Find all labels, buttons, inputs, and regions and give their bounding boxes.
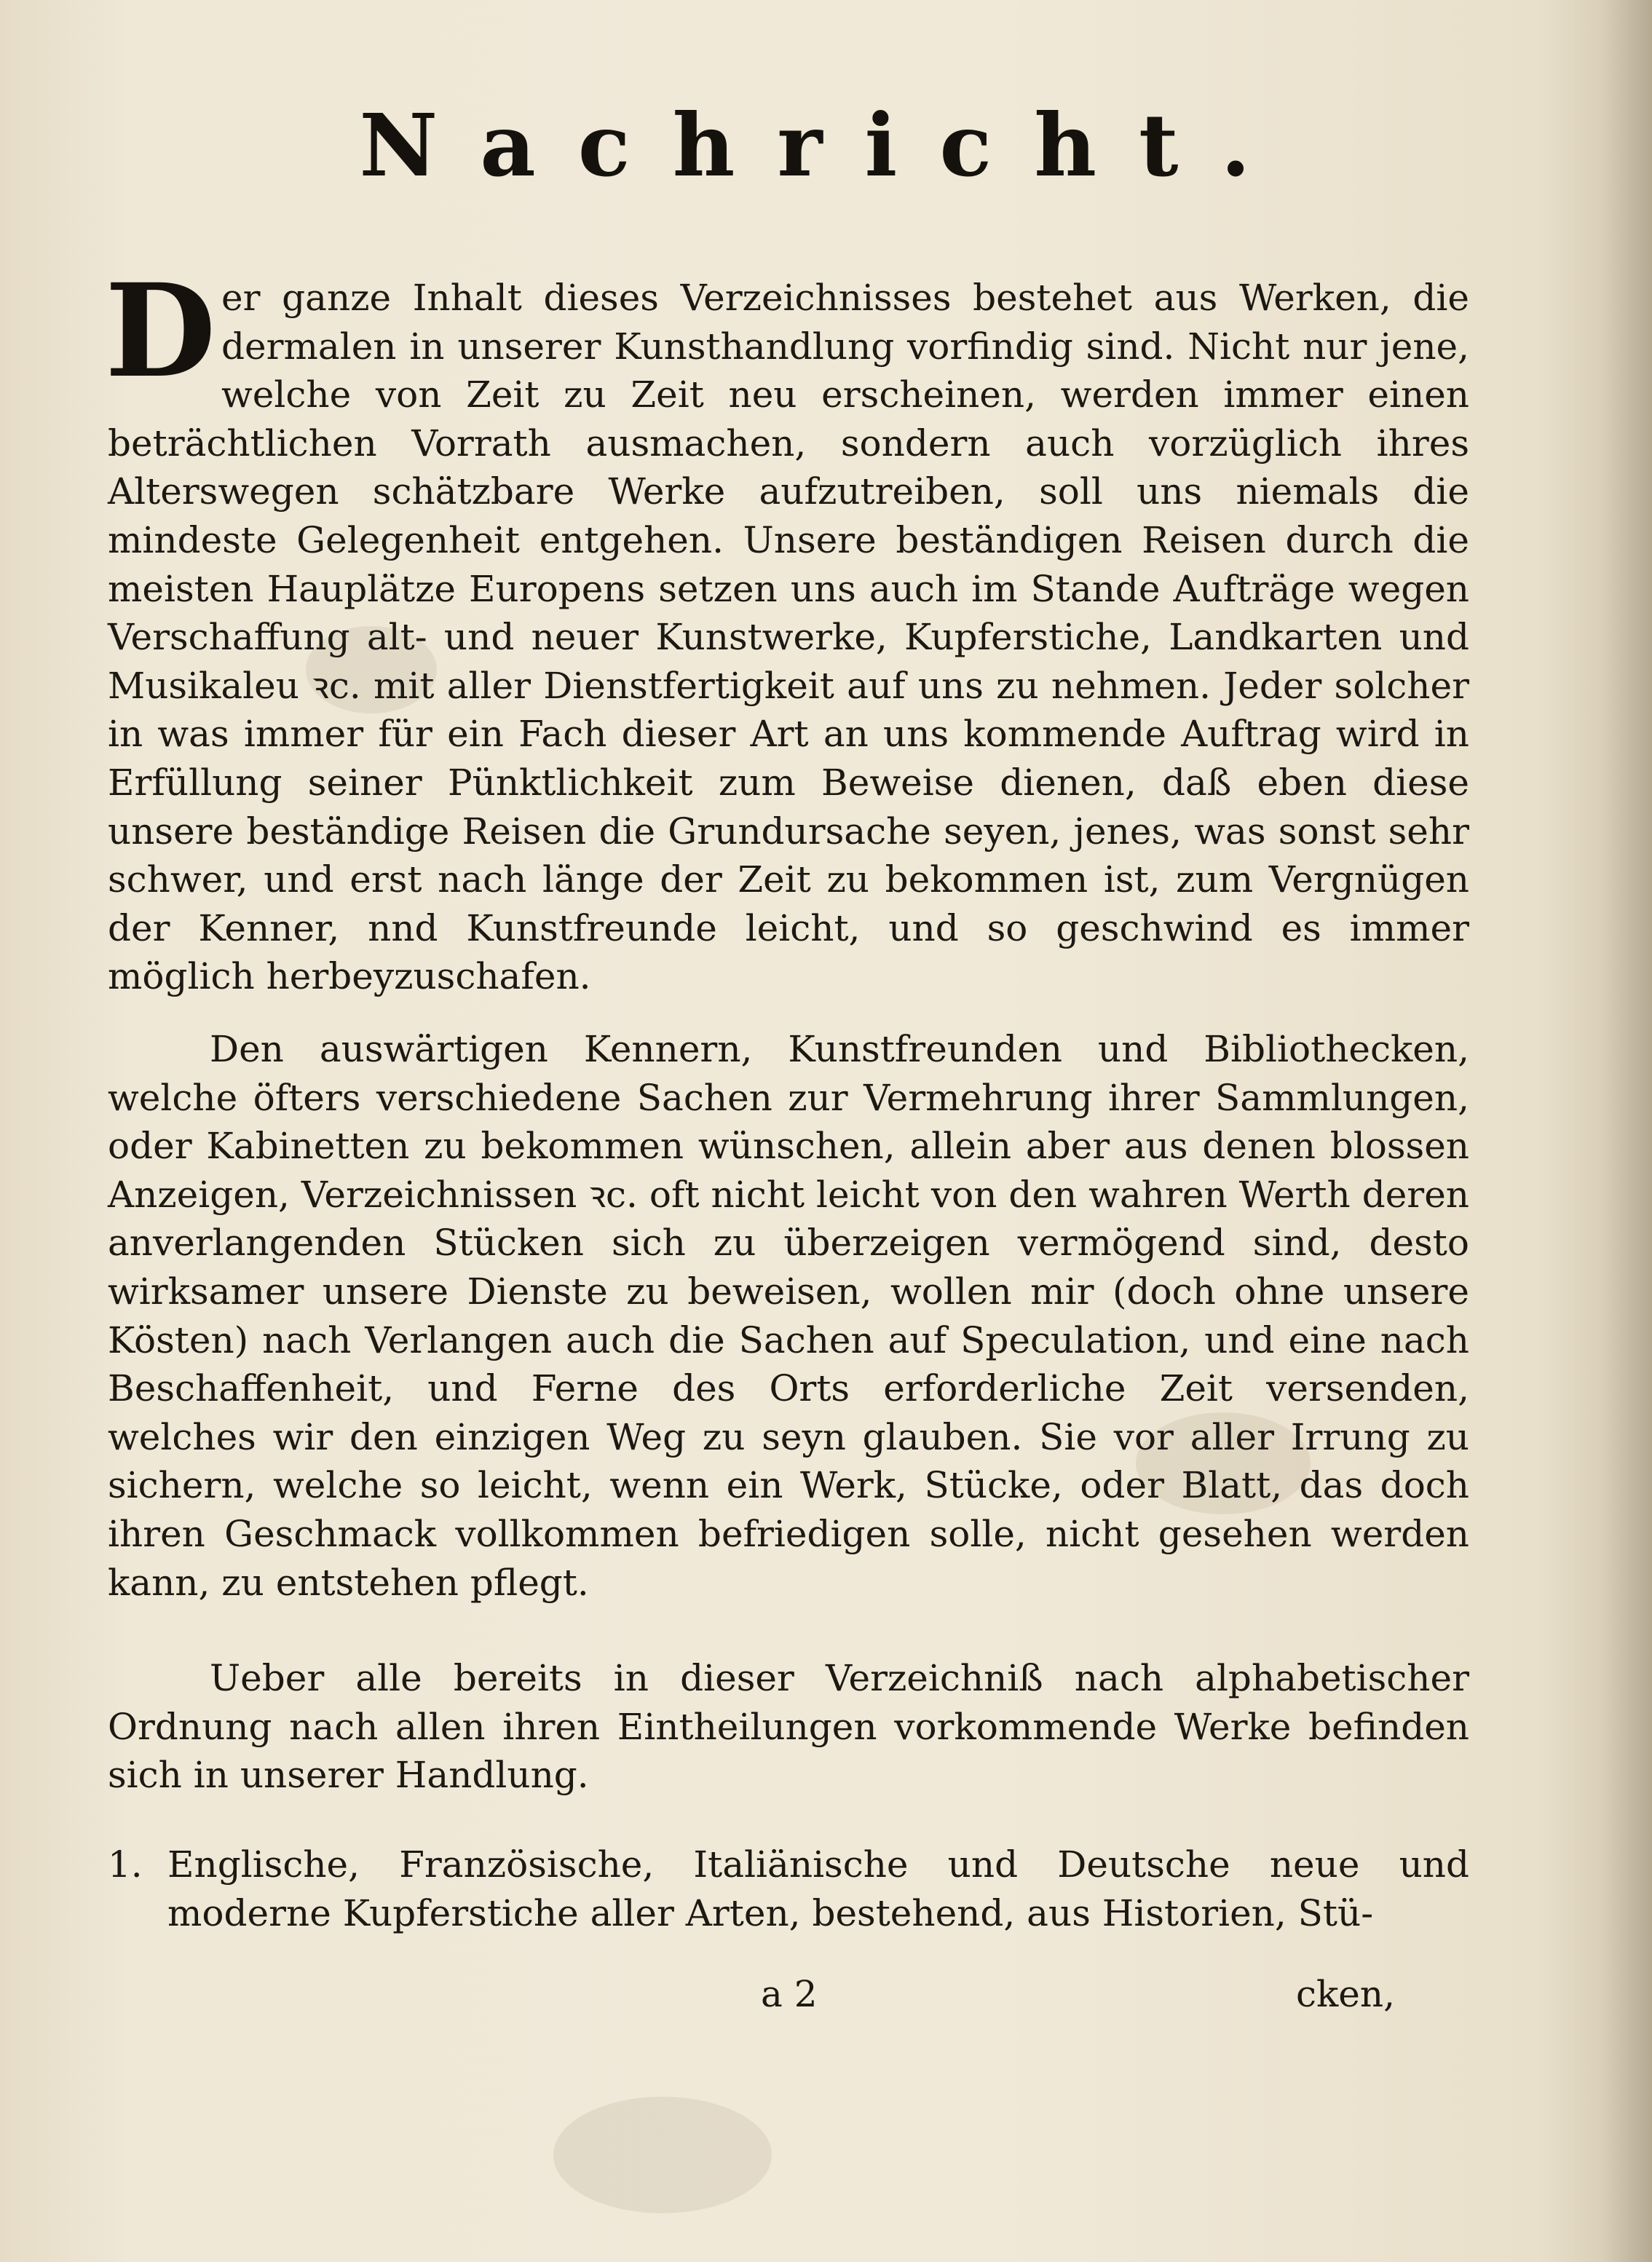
paper-stain xyxy=(553,2097,772,2213)
paragraph-foreign-customers: Den auswärtigen Kennern, Kunstfreunden und Bibliothecken, welche öfters verschiedene Sachen zur Vermehrung ihrer Sammlungen, oder Kabinetten zu bekommen wünschen, allein aber aus denen blossen Anzeigen, Verzeichnissen ꝛc. oft nicht leicht von den wahren Werth deren anverlangenden Stücken sich zu überzeigen vermögend sind, desto wirksamer unsere Dienste zu beweisen, wollen mir (doch ohne unsere Kösten) nach Verlangen auch die Sachen auf Speculation, und eine nach Beschaffenheit, und Ferne des Orts erforderliche Zeit versenden, welches wir den einzigen Weg zu seyn glauben. Sie vor aller Irrung zu sichern, welche so leicht, wenn ein Werk, Stücke, oder Blatt, das doch ihren Geschmack vollkommen befriedigen solle, nicht gesehen werden kann, zu entstehen pflegt. xyxy=(108,1028,1469,1604)
signature-mark: a 2 xyxy=(761,1973,818,2015)
list-item xyxy=(108,1840,1469,1937)
gutter-shadow xyxy=(1601,0,1652,2262)
paragraph-intro xyxy=(105,256,1469,1001)
catchword: cken, xyxy=(1296,1973,1395,2015)
paragraph-intro-text: er ganze Inhalt dieses Verzeichnisses bestehet aus Werken, die dermalen in unserer Kunsthandlung vorfindig sind. Nicht nur jene, welche von Zeit zu Zeit neu erscheinen, werden immer einen beträchtlichen Vorrath ausmachen, sondern auch vorzüglich ihres Alterswegen schätzbare Werke aufzutreiben, soll uns niemals die mindeste Gelegenheit entgehen. Unsere beständigen Reisen durch die meisten Hauplätze Europens setzen uns auch im Stande Aufträge wegen Verschaffung alt- und neuer Kunstwerke, Kupferstiche, Landkarten und Musikaleu ꝛc. mit aller Dienstfertigkeit auf uns zu nehmen. Jeder solcher in was immer für ein Fach dieser Art an uns kommende Auftrag wird in Erfüllung seiner Pünktlichkeit zum Beweise dienen, daß eben diese unsere beständige Reisen die Grundursache seyen, jenes, was sonst sehr schwer, und erst nach länge der Zeit zu bekommen ist, zum Vergnügen der Kenner, nnd Kunstfreunde leicht, und so geschwind es immer möglich herbeyzuschafen. xyxy=(108,277,1469,998)
paragraph-catalogue-overview: Ueber alle bereits in dieser Verzeichniß nach alphabetischer Ordnung nach allen ihren Eintheilungen vorkommende Werke befinden sich in unserer Handlung. xyxy=(108,1657,1469,1797)
list-item-number: 1. xyxy=(108,1843,143,1886)
page-title: Nachricht. xyxy=(359,95,1293,196)
drop-cap-initial: D xyxy=(105,256,216,406)
list-item-text: Englische, Französische, Italiänische und Deutsche neue und moderne Kupferstiche aller Arten, bestehend, aus Historien, Stü- xyxy=(167,1843,1469,1934)
